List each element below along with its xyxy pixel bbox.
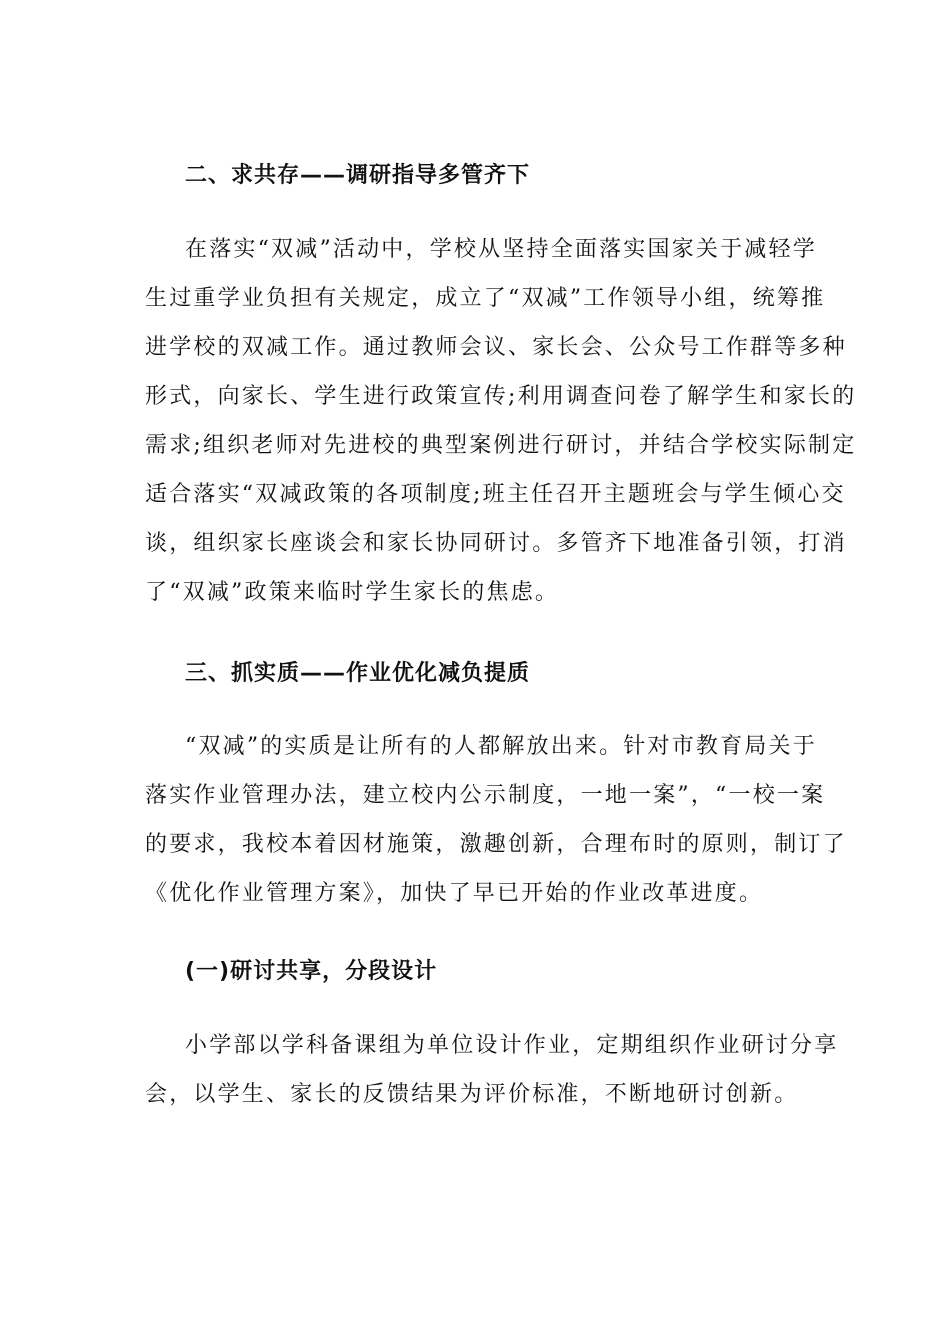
- paragraph-line: 生过重学业负担有关规定，成立了“双减”工作领导小组，统筹推: [145, 286, 826, 311]
- paragraph-line: 了“双减”政策来临时学生家长的焦虑。: [145, 580, 560, 605]
- paragraph-line: 需求;组织老师对先进校的典型案例进行研讨，并结合学校实际制定: [145, 433, 857, 458]
- paragraph-line: 小学部以学科备课组为单位设计作业，定期组织作业研讨分享: [185, 1033, 839, 1058]
- paragraph-3: [145, 1021, 839, 1119]
- subsection-heading-1: (一)研讨共享，分段设计: [185, 959, 438, 984]
- paragraph-line: 《优化作业管理方案》，加快了早已开始的作业改革进度。: [145, 881, 764, 906]
- paragraph-1: [145, 225, 857, 617]
- paragraph-line: “双减”的实质是让所有的人都解放出来。针对市教育局关于: [185, 734, 817, 759]
- paragraph-line: 谈，组织家长座谈会和家长协同研讨。多管齐下地准备引领，打消: [145, 531, 847, 556]
- paragraph-line: 进学校的双减工作。通过教师会议、家长会、公众号工作群等多种: [145, 335, 847, 360]
- paragraph-line: 适合落实“双减政策的各项制度;班主任召开主题班会与学生倾心交: [145, 482, 846, 507]
- paragraph-line: 会，以学生、家长的反馈结果为评价标准，不断地研讨创新。: [145, 1082, 799, 1107]
- paragraph-line: 的要求，我校本着因材施策，激趣创新，合理布时的原则，制订了: [145, 832, 847, 857]
- section-heading-3: 三、抓实质——作业优化减负提质: [185, 661, 531, 686]
- paragraph-line: 落实作业管理办法，建立校内公示制度，一地一案”，“一校一案: [145, 783, 826, 808]
- paragraph-line: 形式，向家长、学生进行政策宣传;利用调查问卷了解学生和家长的: [145, 384, 857, 409]
- section-heading-2: 二、求共存——调研指导多管齐下: [185, 163, 531, 188]
- paragraph-line: 在落实“双减”活动中，学校从坚持全面落实国家关于减轻学: [185, 237, 817, 262]
- paragraph-2: [145, 722, 847, 918]
